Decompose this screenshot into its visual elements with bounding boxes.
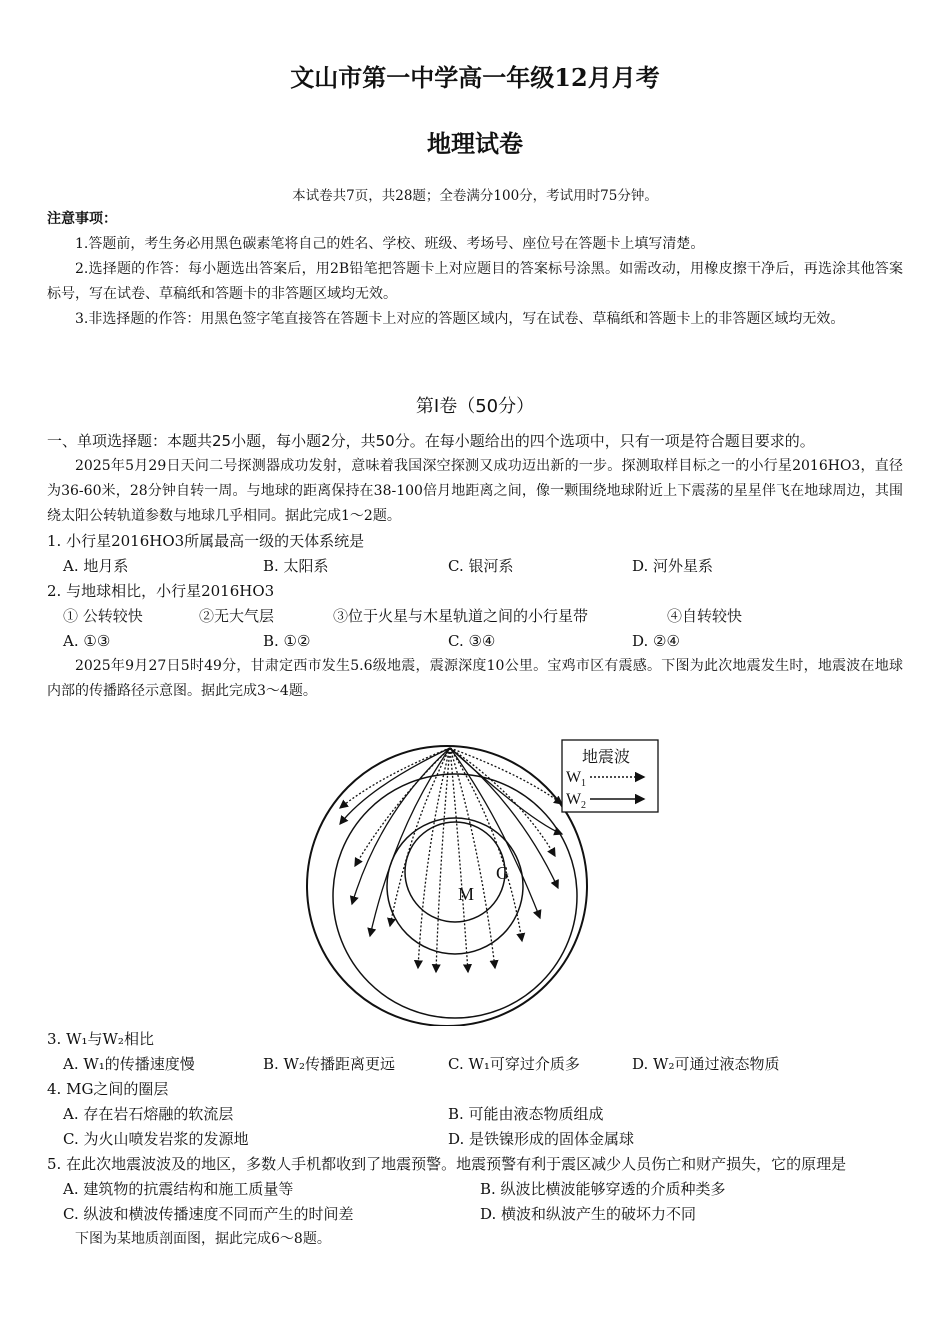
legend — [562, 740, 658, 812]
legend-title: 地震波 — [582, 747, 631, 766]
q1-option-b[interactable]: B. 太阳系 — [263, 557, 329, 575]
exam-meta: 本试卷共7页，共28题；全卷满分100分，考试用时75分钟。 — [292, 188, 658, 204]
notes-block — [47, 207, 903, 332]
q5-option-c[interactable]: C. 纵波和横波传播速度不同而产生的时间差 — [63, 1205, 354, 1223]
boundary-circle — [333, 774, 577, 1018]
question-5-options-row1 — [47, 1177, 903, 1202]
legend-w2-sub: 2 — [581, 800, 586, 811]
q2-statement-4: ④自转较快 — [667, 607, 743, 625]
question-3-stem: 3. W₁与W₂相比 — [47, 1030, 154, 1048]
passage-2: 2025年9月27日5时49分，甘肃定西市发生5.6级地震，震源深度10公里。宝鸡市区有震感。下图为此次地震发生时，地震波在地球内部的传播路径示意图。据此完成3～4题。 — [47, 658, 903, 699]
q4-option-b[interactable]: B. 可能由液态物质组成 — [448, 1105, 604, 1123]
q2-option-a[interactable]: A. ①③ — [63, 632, 111, 650]
question-1-stem: 1. 小行星2016HO3所属最高一级的天体系统是 — [47, 532, 365, 550]
section-title: 第Ⅰ卷（50分） — [415, 396, 535, 417]
part1-heading: 一、单项选择题：本题共25小题，每小题2分，共50分。在每小题给出的四个选项中，只有一项是符合题目要求的。 — [47, 432, 815, 450]
note-item-2: 2.选择题的作答：每小题选出答案后，用2B铅笔把答题卡上对应题目的答案标号涂黑。如需改动，用橡皮擦干净后，再选涂其他答案标号，写在试卷、草稿纸和答题卡的非答题区域均无效。 — [47, 261, 903, 302]
q4-option-d[interactable]: D. 是铁镍形成的固体金属球 — [448, 1130, 635, 1148]
passage-3: 下图为某地质剖面图，据此完成6～8题。 — [75, 1231, 331, 1247]
q5-option-b[interactable]: B. 纵波比横波能够穿透的介质种类多 — [480, 1180, 726, 1198]
label-m: M — [458, 884, 475, 904]
q2-statement-3: ③位于火星与木星轨道之间的小行星带 — [333, 607, 589, 625]
q1-option-a[interactable]: A. 地月系 — [63, 557, 129, 575]
question-4-options-row2 — [47, 1127, 903, 1152]
q5-option-d[interactable]: D. 横波和纵波产生的破坏力不同 — [480, 1205, 697, 1223]
q1-option-c[interactable]: C. 银河系 — [448, 557, 514, 575]
w1-wave-paths — [340, 748, 562, 972]
q3-option-c[interactable]: C. W₁可穿过介质多 — [448, 1055, 580, 1073]
part1-block — [47, 429, 903, 704]
exam-title: 文山市第一中学高一年级12月月考 — [290, 63, 660, 92]
passage-1: 2025年5月29日天问二号探测器成功发射，意味着我国深空探测又成功迈出新的一步。探测取样目标之一的小行星2016HO3，直径为36-60米，28分钟自转一周。与地球的距离保持在38-100倍月地距离之间，像一颗围绕地球附近上下震荡的星星伴飞在地球周边，其围绕太阳公转轨道参数与地球几乎相同。据此完成1～2题。 — [47, 458, 903, 524]
q3-option-d[interactable]: D. W₂可通过液态物质 — [632, 1055, 780, 1073]
legend-w2-label: W — [566, 791, 582, 808]
q2-statement-2: ②无大气层 — [199, 607, 275, 625]
question-4-options-row1 — [47, 1102, 903, 1127]
q4-option-c[interactable]: C. 为火山喷发岩浆的发源地 — [63, 1130, 249, 1148]
legend-w1-sub: 1 — [581, 778, 586, 789]
seismic-wave-figure — [300, 736, 660, 1026]
q4-option-a[interactable]: A. 存在岩石熔融的软流层 — [63, 1105, 234, 1123]
q2-option-c[interactable]: C. ③④ — [448, 632, 496, 650]
question-5-stem: 5. 在此次地震波波及的地区，多数人手机都收到了地震预警。地震预警有利于震区减少人员伤亡和财产损失，它的原理是 — [47, 1155, 847, 1173]
q2-option-d[interactable]: D. ②④ — [632, 632, 680, 650]
q2-statement-1: ① 公转较快 — [63, 607, 143, 625]
label-g: G — [496, 863, 509, 883]
question-2-options — [47, 629, 903, 654]
subject-title: 地理试卷 — [427, 129, 523, 158]
question-5-options-row2 — [47, 1202, 903, 1227]
part1-continued — [47, 1027, 903, 1252]
legend-w1-label: W — [566, 769, 582, 786]
question-2-stem: 2. 与地球相比，小行星2016HO3 — [47, 582, 275, 600]
question-1-options — [47, 554, 903, 579]
note-item-1: 1.答题前，考生务必用黑色碳素笔将自己的姓名、学校、班级、考场号、座位号在答题卡上填写清楚。 — [75, 236, 705, 252]
q3-option-a[interactable]: A. W₁的传播速度慢 — [63, 1055, 195, 1073]
w2-wave-paths — [340, 748, 562, 936]
question-2-statements — [47, 604, 903, 629]
q1-option-d[interactable]: D. 河外星系 — [632, 557, 714, 575]
notes-heading: 注意事项： — [47, 211, 117, 227]
q3-option-b[interactable]: B. W₂传播距离更远 — [263, 1055, 395, 1073]
question-3-options — [47, 1052, 903, 1077]
q5-option-a[interactable]: A. 建筑物的抗震结构和施工质量等 — [63, 1180, 294, 1198]
inner-core-circle — [405, 822, 505, 922]
question-4-stem: 4. MG之间的圈层 — [47, 1080, 169, 1098]
note-item-3: 3.非选择题的作答：用黑色签字笔直接答在答题卡上对应的答题区域内，写在试卷、草稿纸和答题卡上的非答题区域均无效。 — [75, 311, 845, 327]
q2-option-b[interactable]: B. ①② — [263, 632, 311, 650]
